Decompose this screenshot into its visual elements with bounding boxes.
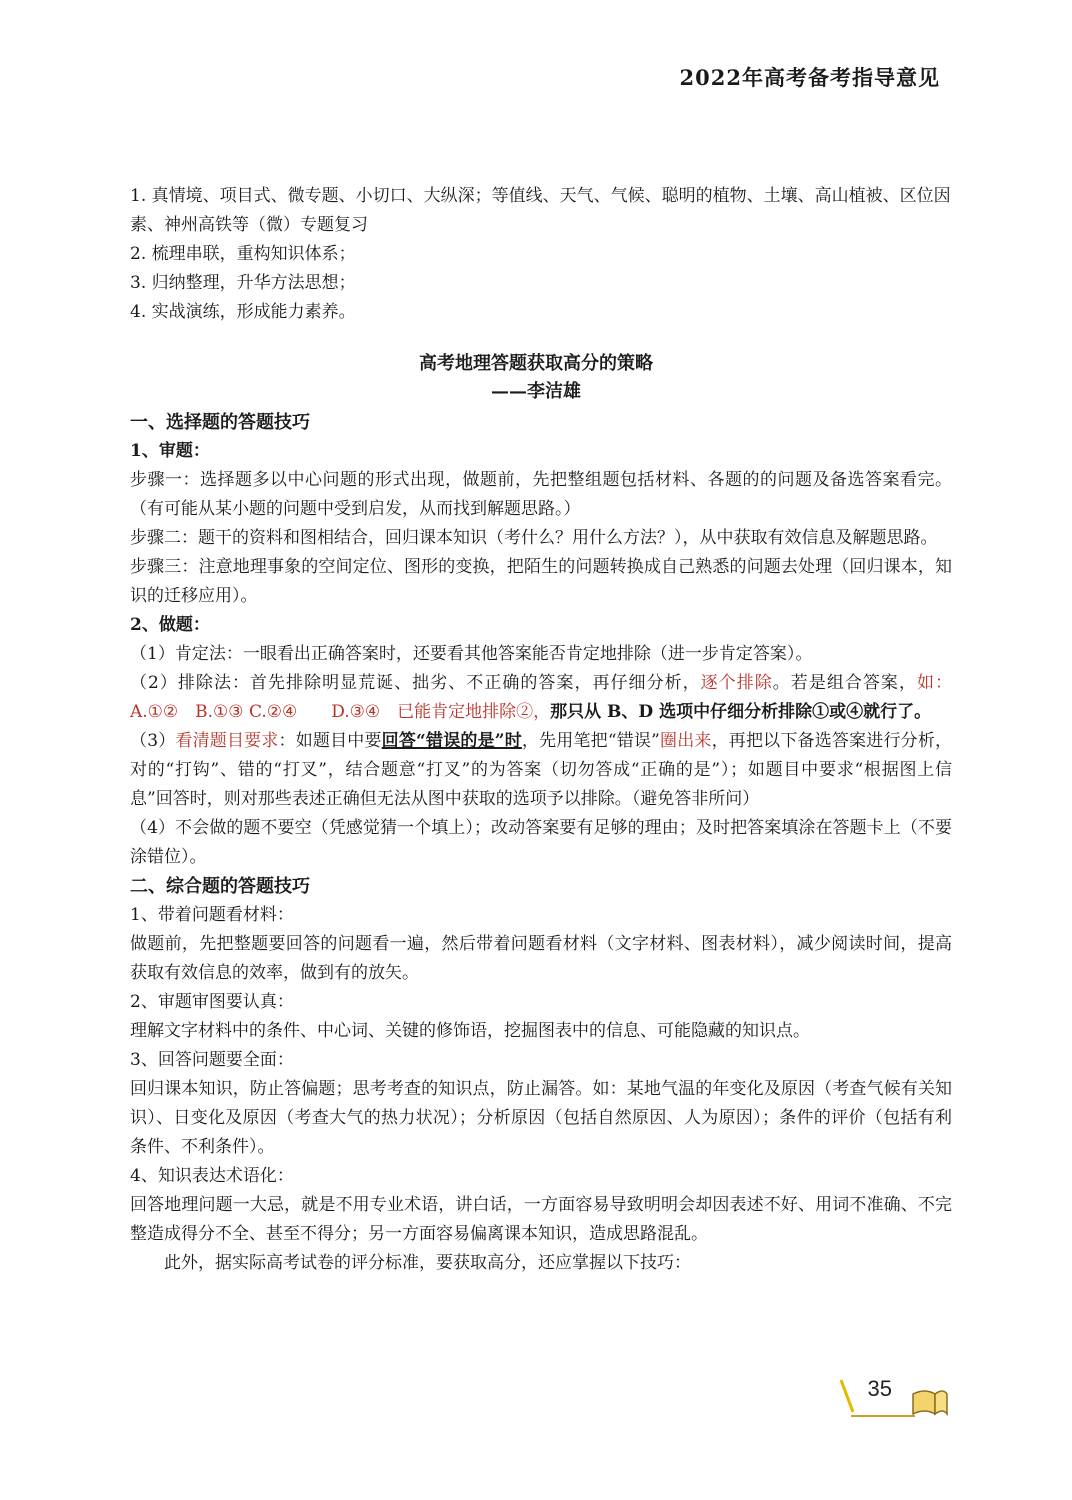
text-run: （2）排除法：首先排除明显荒诞、拙劣、不正确的答案，再仔细分析， [130,673,701,693]
subsection-heading: 2、审题审图要认真： [130,992,294,1012]
subsection-heading: 1、审题： [130,441,210,461]
highlight-text: 逐个排除 [700,673,773,693]
page-number: 35 [867,1376,892,1401]
text-run: ，先用笔把“错误” [521,731,660,751]
section-heading: 二、综合题的答题技巧 [130,876,310,897]
list-item: 3. 归纳整理，升华方法思想； [130,273,356,293]
text-run: 。若是组合答案， [772,673,917,693]
paragraph: 此外，据实际高考试卷的评分标准，要获取高分，还应掌握以下技巧： [164,1253,691,1273]
subsection-heading: 1、带着问题看材料： [130,905,294,925]
paragraph: 步骤三：注意地理事象的空间定位、图形的变换，把陌生的问题转换成自己熟悉的问题去处理（回归课本，知识的迁移应用）。 [130,557,952,606]
highlight-text: 看清题目要求 [175,731,279,751]
list-item: 2. 梳理串联，重构知识体系； [130,244,356,264]
book-pencil-icon [835,1372,950,1420]
paragraph: 步骤二：题干的资料和图相结合，回归课本知识（考什么？用什么方法？），从中获取有效信息及解题思路。 [130,528,938,548]
paragraph [130,669,952,727]
highlight-text: 圈出来 [659,731,712,751]
underlined-text: 回答“错误的是”时 [381,731,522,751]
paragraph: 回答地理问题一大忌，就是不用专业术语，讲白话，一方面容易导致明明会却因表述不好、用词不准确、不完整造成得分不全、甚至不得分；另一方面容易偏离课本知识，造成思路混乱。 [130,1195,952,1244]
review-list [130,182,952,327]
text-run: （3） [130,731,176,751]
section-heading: 一、选择题的答题技巧 [130,412,310,433]
article-body [130,408,952,1278]
subsection-heading: 2、做题： [130,615,210,635]
highlight-text: 如：A.①② B.①③ C.②④ D.③④ 已能肯定地排除②， [130,673,953,722]
article-author: ——李洁雄 [491,381,581,402]
subsection-heading: 3、回答问题要全面： [130,1050,294,1070]
paragraph: 理解文字材料中的条件、中心词、关键的修饰语，挖掘图表中的信息、可能隐藏的知识点。 [130,1021,810,1041]
paragraph [130,727,952,814]
page-header: 2022年高考备考指导意见 [679,65,940,90]
list-item: 4. 实战演练，形成能力素养。 [130,302,356,322]
text-run: ：如题目中要 [278,731,382,751]
text-run: ，再把以下备选答案进行分析，对的“打钩”、错的“打叉”，结合题意“打叉”的为答案（切勿答成“正确的是”）；如题目中要求“根据图上信息”回答时，则对那些表述正确但无法从图中获取的选项予以排除。（避免答非所问） [130,731,953,809]
paragraph: 做题前，先把整题要回答的问题看一遍，然后带着问题看材料（文字材料、图表材料），减少阅读时间，提高获取有效信息的效率，做到有的放矢。 [130,934,952,983]
paragraph: （4）不会做的题不要空（凭感觉猜一个填上）；改动答案要有足够的理由；及时把答案填涂在答题卡上（不要涂错位）。 [130,818,952,867]
list-item: 1. 真情境、项目式、微专题、小切口、大纵深；等值线、天气、气候、聪明的植物、土壤、高山植被、区位因素、神州高铁等（微）专题复习 [130,186,951,235]
paragraph: 步骤一：选择题多以中心问题的形式出现，做题前，先把整组题包括材料、各题的的问题及备选答案看完。（有可能从某小题的问题中受到启发，从而找到解题思路。） [130,470,952,519]
bold-text: 那只从 B、D 选项中仔细分析排除①或④就行了。 [550,702,932,722]
subsection-heading: 4、知识表达术语化： [130,1166,294,1186]
paragraph: 回归课本知识，防止答偏题；思考考查的知识点，防止漏答。如：某地气温的年变化及原因（考查气候有关知识）、日变化及原因（考查大气的热力状况）；分析原因（包括自然原因、人为原因）；条件的评价（包括有利条件、不利条件）。 [130,1079,952,1157]
article-title: 高考地理答题获取高分的策略 [419,353,653,374]
paragraph: （1）肯定法：一眼看出正确答案时，还要看其他答案能否肯定地排除（进一步肯定答案）。 [130,644,813,664]
